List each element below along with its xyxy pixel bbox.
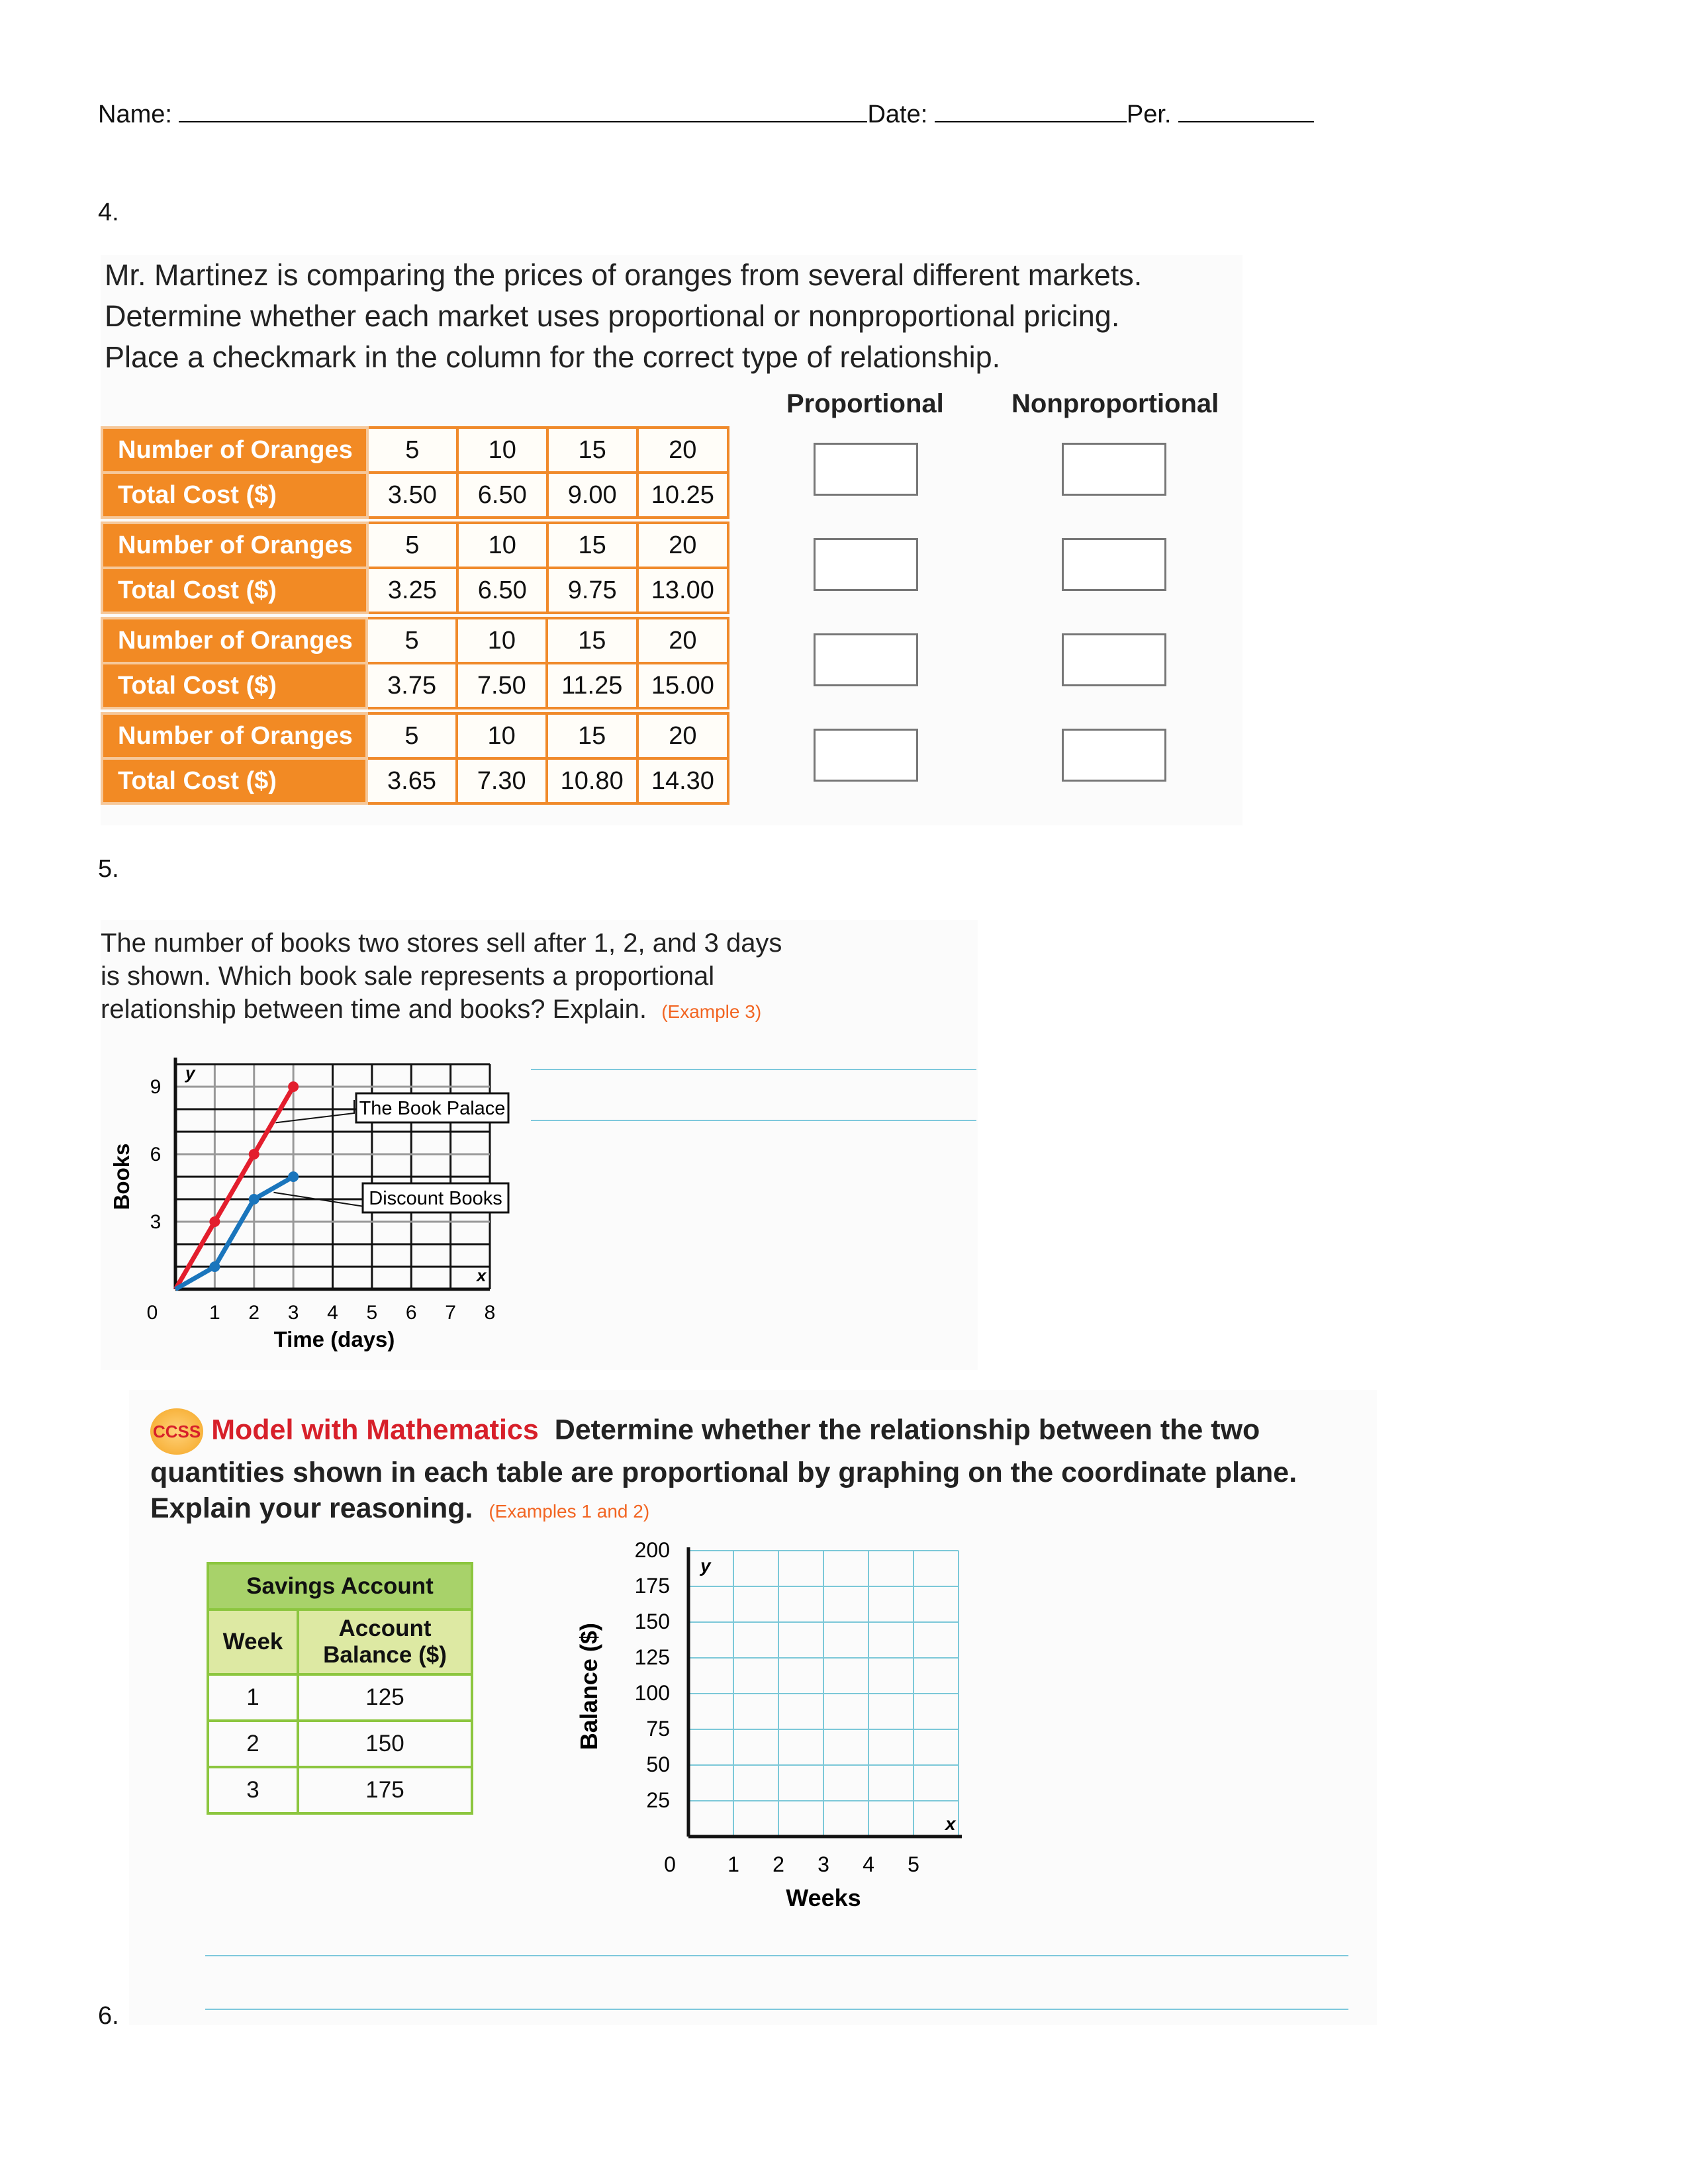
per-label: Per. xyxy=(1126,101,1179,128)
value-cell: 20 xyxy=(637,428,728,473)
value-cell: 9.00 xyxy=(547,473,637,518)
orange-price-table xyxy=(101,522,729,614)
y-tick-label: 75 xyxy=(646,1717,670,1741)
x-tick-label: 4 xyxy=(327,1302,338,1324)
series-label: The Book Palace xyxy=(359,1098,506,1119)
y-axis-letter: y xyxy=(185,1063,195,1083)
value-cell: 15 xyxy=(547,428,637,473)
nonproportional-checkbox[interactable] xyxy=(1062,729,1166,782)
question-5-number: 5. xyxy=(98,855,119,883)
data-point xyxy=(288,1081,299,1092)
value-cell: 5 xyxy=(367,428,457,473)
example-ref: (Example 3) xyxy=(661,1001,762,1022)
x-tick-label: 0 xyxy=(146,1302,158,1324)
y-tick-label: 9 xyxy=(150,1076,162,1098)
value-cell: 20 xyxy=(637,713,728,758)
text-line: Place a checkmark in the column for the correct type of relationship. xyxy=(105,340,1001,374)
name-field[interactable] xyxy=(179,121,867,122)
x-tick-label: 4 xyxy=(863,1852,874,1876)
question-4-number: 4. xyxy=(98,199,119,226)
row-label: Number of Oranges xyxy=(102,523,367,568)
ccss-instructions xyxy=(150,1408,1388,1529)
y-axis-letter: y xyxy=(700,1555,711,1576)
x-tick-label: 5 xyxy=(908,1852,919,1876)
savings-table xyxy=(207,1562,473,1815)
value-cell: 5 xyxy=(367,713,457,758)
row-label: Total Cost ($) xyxy=(102,663,367,708)
table-row xyxy=(208,1767,472,1813)
ccss-title: Model with Mathematics xyxy=(211,1414,539,1446)
value-cell: 3.75 xyxy=(367,663,457,708)
y-axis-title: Balance ($) xyxy=(575,1623,602,1751)
question-4-text xyxy=(105,255,1142,378)
balance-header: Account Balance ($) xyxy=(298,1610,472,1674)
table-row xyxy=(208,1721,472,1767)
name-date-header xyxy=(98,101,1314,129)
text-line: Determine whether each market uses proportional or nonproportional pricing. xyxy=(105,299,1120,333)
table-row xyxy=(102,713,728,758)
y-tick-label: 50 xyxy=(646,1752,670,1776)
value-cell: 15 xyxy=(547,523,637,568)
value-cell: 10.80 xyxy=(547,758,637,803)
value-cell: 11.25 xyxy=(547,663,637,708)
y-tick-label: 150 xyxy=(634,1610,670,1633)
table-row xyxy=(208,1674,472,1721)
value-cell: 3.65 xyxy=(367,758,457,803)
y-tick-label: 175 xyxy=(634,1574,670,1598)
value-cell: 3.25 xyxy=(367,568,457,613)
answer-line[interactable] xyxy=(205,2009,1348,2010)
text-line: is shown. Which book sale represents a proportional xyxy=(101,962,715,991)
row-label: Total Cost ($) xyxy=(102,568,367,613)
x-axis-letter: x xyxy=(477,1265,487,1285)
value-cell: 10 xyxy=(457,618,547,663)
row-label: Number of Oranges xyxy=(102,428,367,473)
orange-price-table xyxy=(101,426,729,519)
data-point xyxy=(209,1261,220,1272)
data-point xyxy=(249,1149,259,1160)
proportional-header: Proportional xyxy=(786,389,944,418)
row-label: Number of Oranges xyxy=(102,618,367,663)
table-row xyxy=(102,568,728,613)
x-tick-label: 3 xyxy=(287,1302,299,1324)
table-row xyxy=(102,523,728,568)
nonproportional-header: Nonproportional xyxy=(1011,389,1219,418)
text-line: relationship between time and books? Explain. xyxy=(101,995,647,1024)
table-row xyxy=(102,758,728,803)
x-tick-label: 1 xyxy=(209,1302,220,1324)
proportional-checkbox[interactable] xyxy=(814,633,918,686)
week-cell: 3 xyxy=(208,1767,298,1813)
week-cell: 2 xyxy=(208,1721,298,1767)
value-cell: 15.00 xyxy=(637,663,728,708)
callout-pointer xyxy=(273,1193,364,1213)
orange-price-table xyxy=(101,712,729,805)
period-field[interactable] xyxy=(1178,121,1314,122)
value-cell: 7.30 xyxy=(457,758,547,803)
books-chart xyxy=(93,1046,530,1363)
answer-line[interactable] xyxy=(531,1069,976,1070)
x-axis-title: Weeks xyxy=(786,1884,861,1911)
value-cell: 13.00 xyxy=(637,568,728,613)
x-axis-letter: x xyxy=(945,1813,956,1834)
value-cell: 3.50 xyxy=(367,473,457,518)
answer-line[interactable] xyxy=(531,1120,976,1121)
series-line xyxy=(175,1177,293,1289)
ccss-badge-icon: CCSS xyxy=(150,1408,203,1455)
question-6-number: 6. xyxy=(98,2002,119,2030)
x-tick-label: 7 xyxy=(445,1302,456,1324)
value-cell: 20 xyxy=(637,523,728,568)
table-row xyxy=(102,618,728,663)
value-cell: 5 xyxy=(367,523,457,568)
x-tick-label: 1 xyxy=(727,1852,739,1876)
value-cell: 10 xyxy=(457,428,547,473)
value-cell: 5 xyxy=(367,618,457,663)
x-tick-label: 8 xyxy=(484,1302,496,1324)
row-label: Number of Oranges xyxy=(102,713,367,758)
nonproportional-checkbox[interactable] xyxy=(1062,538,1166,591)
value-cell: 6.50 xyxy=(457,473,547,518)
value-cell: 15 xyxy=(547,618,637,663)
table-row xyxy=(102,428,728,473)
nonproportional-checkbox[interactable] xyxy=(1062,633,1166,686)
table-row xyxy=(102,663,728,708)
y-tick-label: 125 xyxy=(634,1645,670,1669)
week-cell: 1 xyxy=(208,1674,298,1721)
week-header: Week xyxy=(208,1610,298,1674)
value-cell: 10 xyxy=(457,713,547,758)
x-tick-label: 2 xyxy=(773,1852,784,1876)
y-tick-label: 6 xyxy=(150,1144,162,1165)
proportional-checkbox[interactable] xyxy=(814,443,918,496)
x-axis-title: Time (days) xyxy=(273,1327,395,1351)
question-5-text xyxy=(101,927,782,1028)
value-cell: 10 xyxy=(457,523,547,568)
ccss-text: Determine whether the relationship between the two quantities shown in each table are proportional by graphing on the coordinate plane. Explain your reasoning. xyxy=(150,1414,1297,1524)
orange-price-table xyxy=(101,617,729,709)
x-tick-label: 0 xyxy=(664,1852,676,1876)
row-label: Total Cost ($) xyxy=(102,758,367,803)
y-axis-title: Books xyxy=(109,1143,134,1210)
value-cell: 6.50 xyxy=(457,568,547,613)
nonproportional-checkbox[interactable] xyxy=(1062,443,1166,496)
value-cell: 20 xyxy=(637,618,728,663)
x-tick-label: 6 xyxy=(405,1302,417,1324)
y-tick-label: 100 xyxy=(634,1681,670,1705)
table-row xyxy=(102,473,728,518)
value-cell: 7.50 xyxy=(457,663,547,708)
data-point xyxy=(288,1171,299,1182)
proportional-checkbox[interactable] xyxy=(814,538,918,591)
value-cell: 15 xyxy=(547,713,637,758)
x-tick-label: 2 xyxy=(248,1302,260,1324)
row-label: Total Cost ($) xyxy=(102,473,367,518)
y-tick-label: 25 xyxy=(646,1788,670,1812)
value-cell: 9.75 xyxy=(547,568,637,613)
y-tick-label: 3 xyxy=(150,1211,162,1233)
y-tick-label: 200 xyxy=(634,1538,670,1562)
date-field[interactable] xyxy=(935,121,1127,122)
text-line: Mr. Martinez is comparing the prices of oranges from several different markets. xyxy=(105,258,1143,292)
data-point xyxy=(209,1216,220,1227)
balance-cell: 175 xyxy=(298,1767,472,1813)
example-ref: (Examples 1 and 2) xyxy=(489,1501,650,1522)
name-label: Name: xyxy=(98,101,179,128)
value-cell: 14.30 xyxy=(637,758,728,803)
date-label: Date: xyxy=(867,101,935,128)
value-cell: 10.25 xyxy=(637,473,728,518)
series-label: Discount Books xyxy=(369,1188,502,1209)
x-tick-label: 3 xyxy=(818,1852,829,1876)
savings-title: Savings Account xyxy=(208,1563,472,1610)
x-tick-label: 5 xyxy=(366,1302,378,1324)
callout-pointer xyxy=(275,1100,354,1122)
text-line: The number of books two stores sell after 1, 2, and 3 days xyxy=(101,929,782,958)
data-point xyxy=(249,1194,259,1205)
proportional-checkbox[interactable] xyxy=(814,729,918,782)
balance-graph[interactable] xyxy=(556,1529,980,1919)
balance-cell: 150 xyxy=(298,1721,472,1767)
answer-line[interactable] xyxy=(205,1955,1348,1956)
balance-cell: 125 xyxy=(298,1674,472,1721)
